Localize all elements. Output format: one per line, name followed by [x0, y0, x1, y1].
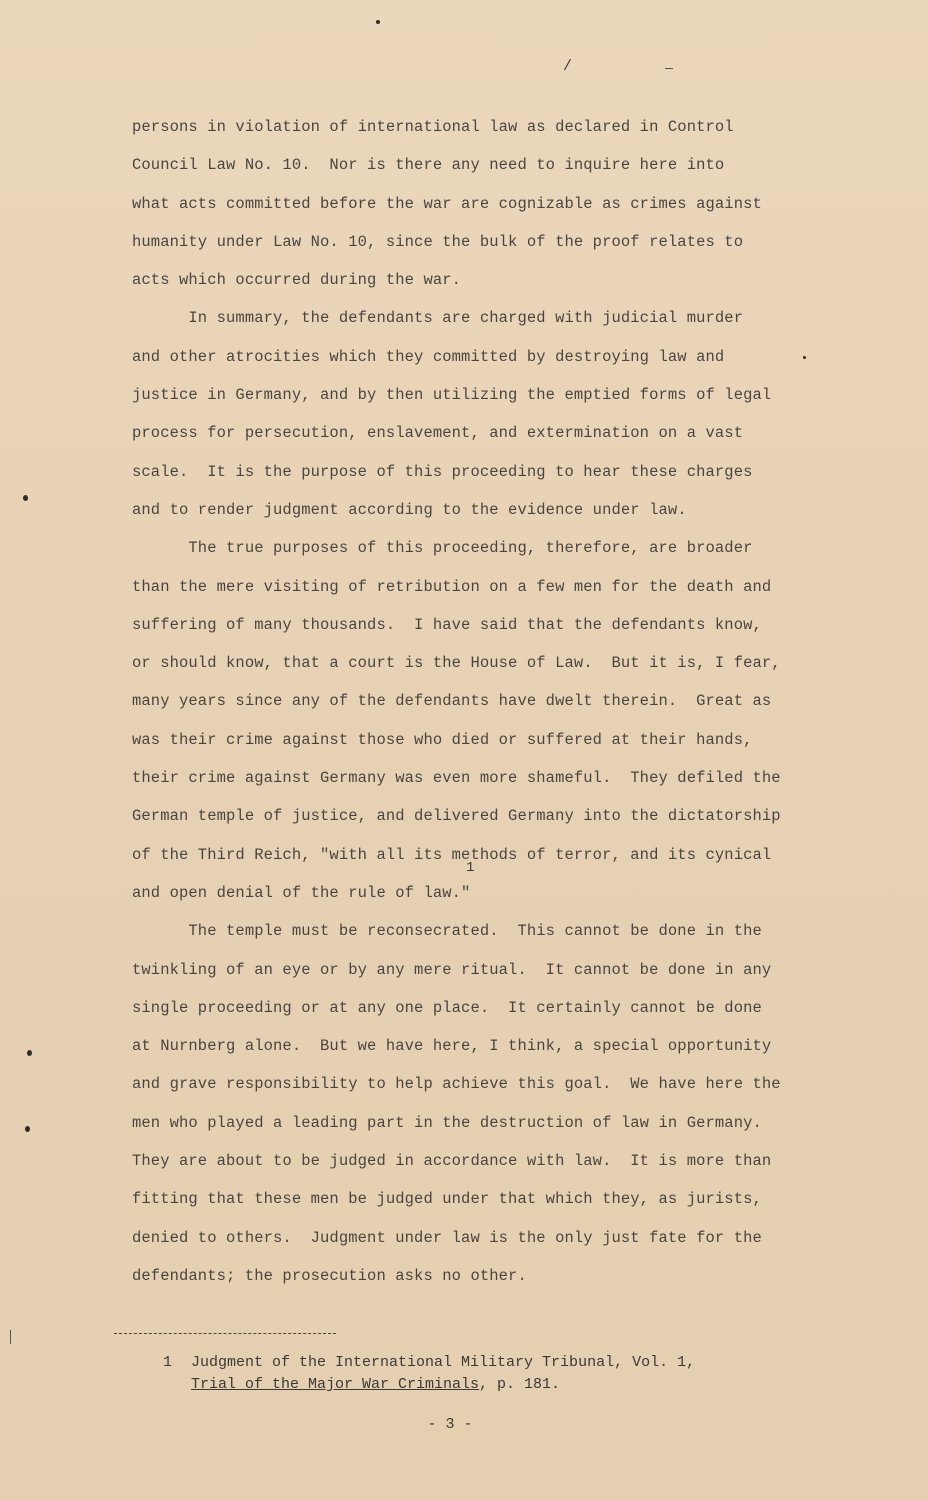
speck-mark [27, 1050, 32, 1056]
body-line: of the Third Reich, "with all its methods of terror, and its cynical [132, 845, 772, 864]
body-line: their crime against Germany was even more shameful. They defiled the [132, 769, 781, 788]
speck-mark [803, 356, 806, 359]
footnote-title: Trial of the Major War Criminals [191, 1376, 480, 1393]
footnote-line2-rest: , p. 181. [479, 1376, 561, 1393]
body-line: In summary, the defendants are charged with judicial murder [132, 309, 744, 328]
body-line: was their crime against those who died or suffered at their hands, [132, 730, 753, 749]
body-line: The temple must be reconsecrated. This cannot be done in the [132, 922, 762, 941]
body-line: The true purposes of this proceeding, therefore, are broader [132, 539, 753, 558]
speck-mark [23, 495, 28, 501]
footnote-rule [114, 1333, 336, 1334]
body-text [132, 108, 792, 1295]
speck-mark [25, 1126, 30, 1132]
footnote-line2 [163, 1374, 695, 1396]
body-line: suffering of many thousands. I have said that the defendants know, [132, 615, 762, 634]
body-line: Council Law No. 10. Nor is there any need to inquire here into [132, 156, 725, 175]
body-line: process for persecution, enslavement, and extermination on a vast [132, 424, 744, 443]
body-line: what acts committed before the war are cognizable as crimes against [132, 194, 762, 213]
margin-tick [10, 1330, 11, 1344]
body-line: They are about to be judged in accordance with law. It is more than [132, 1152, 772, 1171]
body-line: fitting that these men be judged under that which they, as jurists, [132, 1190, 762, 1209]
footnote [163, 1352, 695, 1396]
body-line: scale. It is the purpose of this proceeding to hear these charges [132, 462, 753, 481]
body-line: and open denial of the rule of law." [132, 883, 471, 902]
body-line: and to render judgment according to the evidence under law. [132, 500, 687, 519]
body-line: acts which occurred during the war. [132, 271, 462, 290]
body-line: denied to others. Judgment under law is the only just fate for the [132, 1228, 762, 1247]
body-line: or should know, that a court is the House of Law. But it is, I fear, [132, 654, 781, 673]
body-line: at Nurnberg alone. But we have here, I think, a special opportunity [132, 1037, 772, 1056]
body-line: justice in Germany, and by then utilizing the emptied forms of legal [132, 386, 772, 405]
body-line: than the mere visiting of retribution on a few men for the death and [132, 577, 772, 596]
body-line: humanity under Law No. 10, since the bulk of the proof relates to [132, 232, 744, 251]
top-handwritten-mark: / [563, 58, 573, 75]
footnote-marker: 1 [466, 860, 475, 876]
body-line: defendants; the prosecution asks no other. [132, 1266, 527, 1285]
margin-tick [665, 68, 673, 69]
footnote-number: 1 [163, 1354, 173, 1371]
body-line: single proceeding or at any one place. It certainly cannot be done [132, 998, 762, 1017]
footnote-line1: Judgment of the International Military Tribunal, Vol. 1, [191, 1354, 696, 1371]
body-line: persons in violation of international law as declared in Control [132, 118, 734, 136]
body-line: and other atrocities which they committed by destroying law and [132, 347, 725, 366]
body-line: many years since any of the defendants have dwelt therein. Great as [132, 692, 772, 711]
body-line: twinkling of an eye or by any mere ritual. It cannot be done in any [132, 960, 772, 979]
body-line: men who played a leading part in the destruction of law in Germany. [132, 1113, 762, 1132]
body-line: German temple of justice, and delivered Germany into the dictatorship [132, 807, 781, 826]
speck-mark [376, 20, 380, 24]
body-line: and grave responsibility to help achieve this goal. We have here the [132, 1075, 781, 1094]
page-number: - 3 - [427, 1416, 473, 1433]
